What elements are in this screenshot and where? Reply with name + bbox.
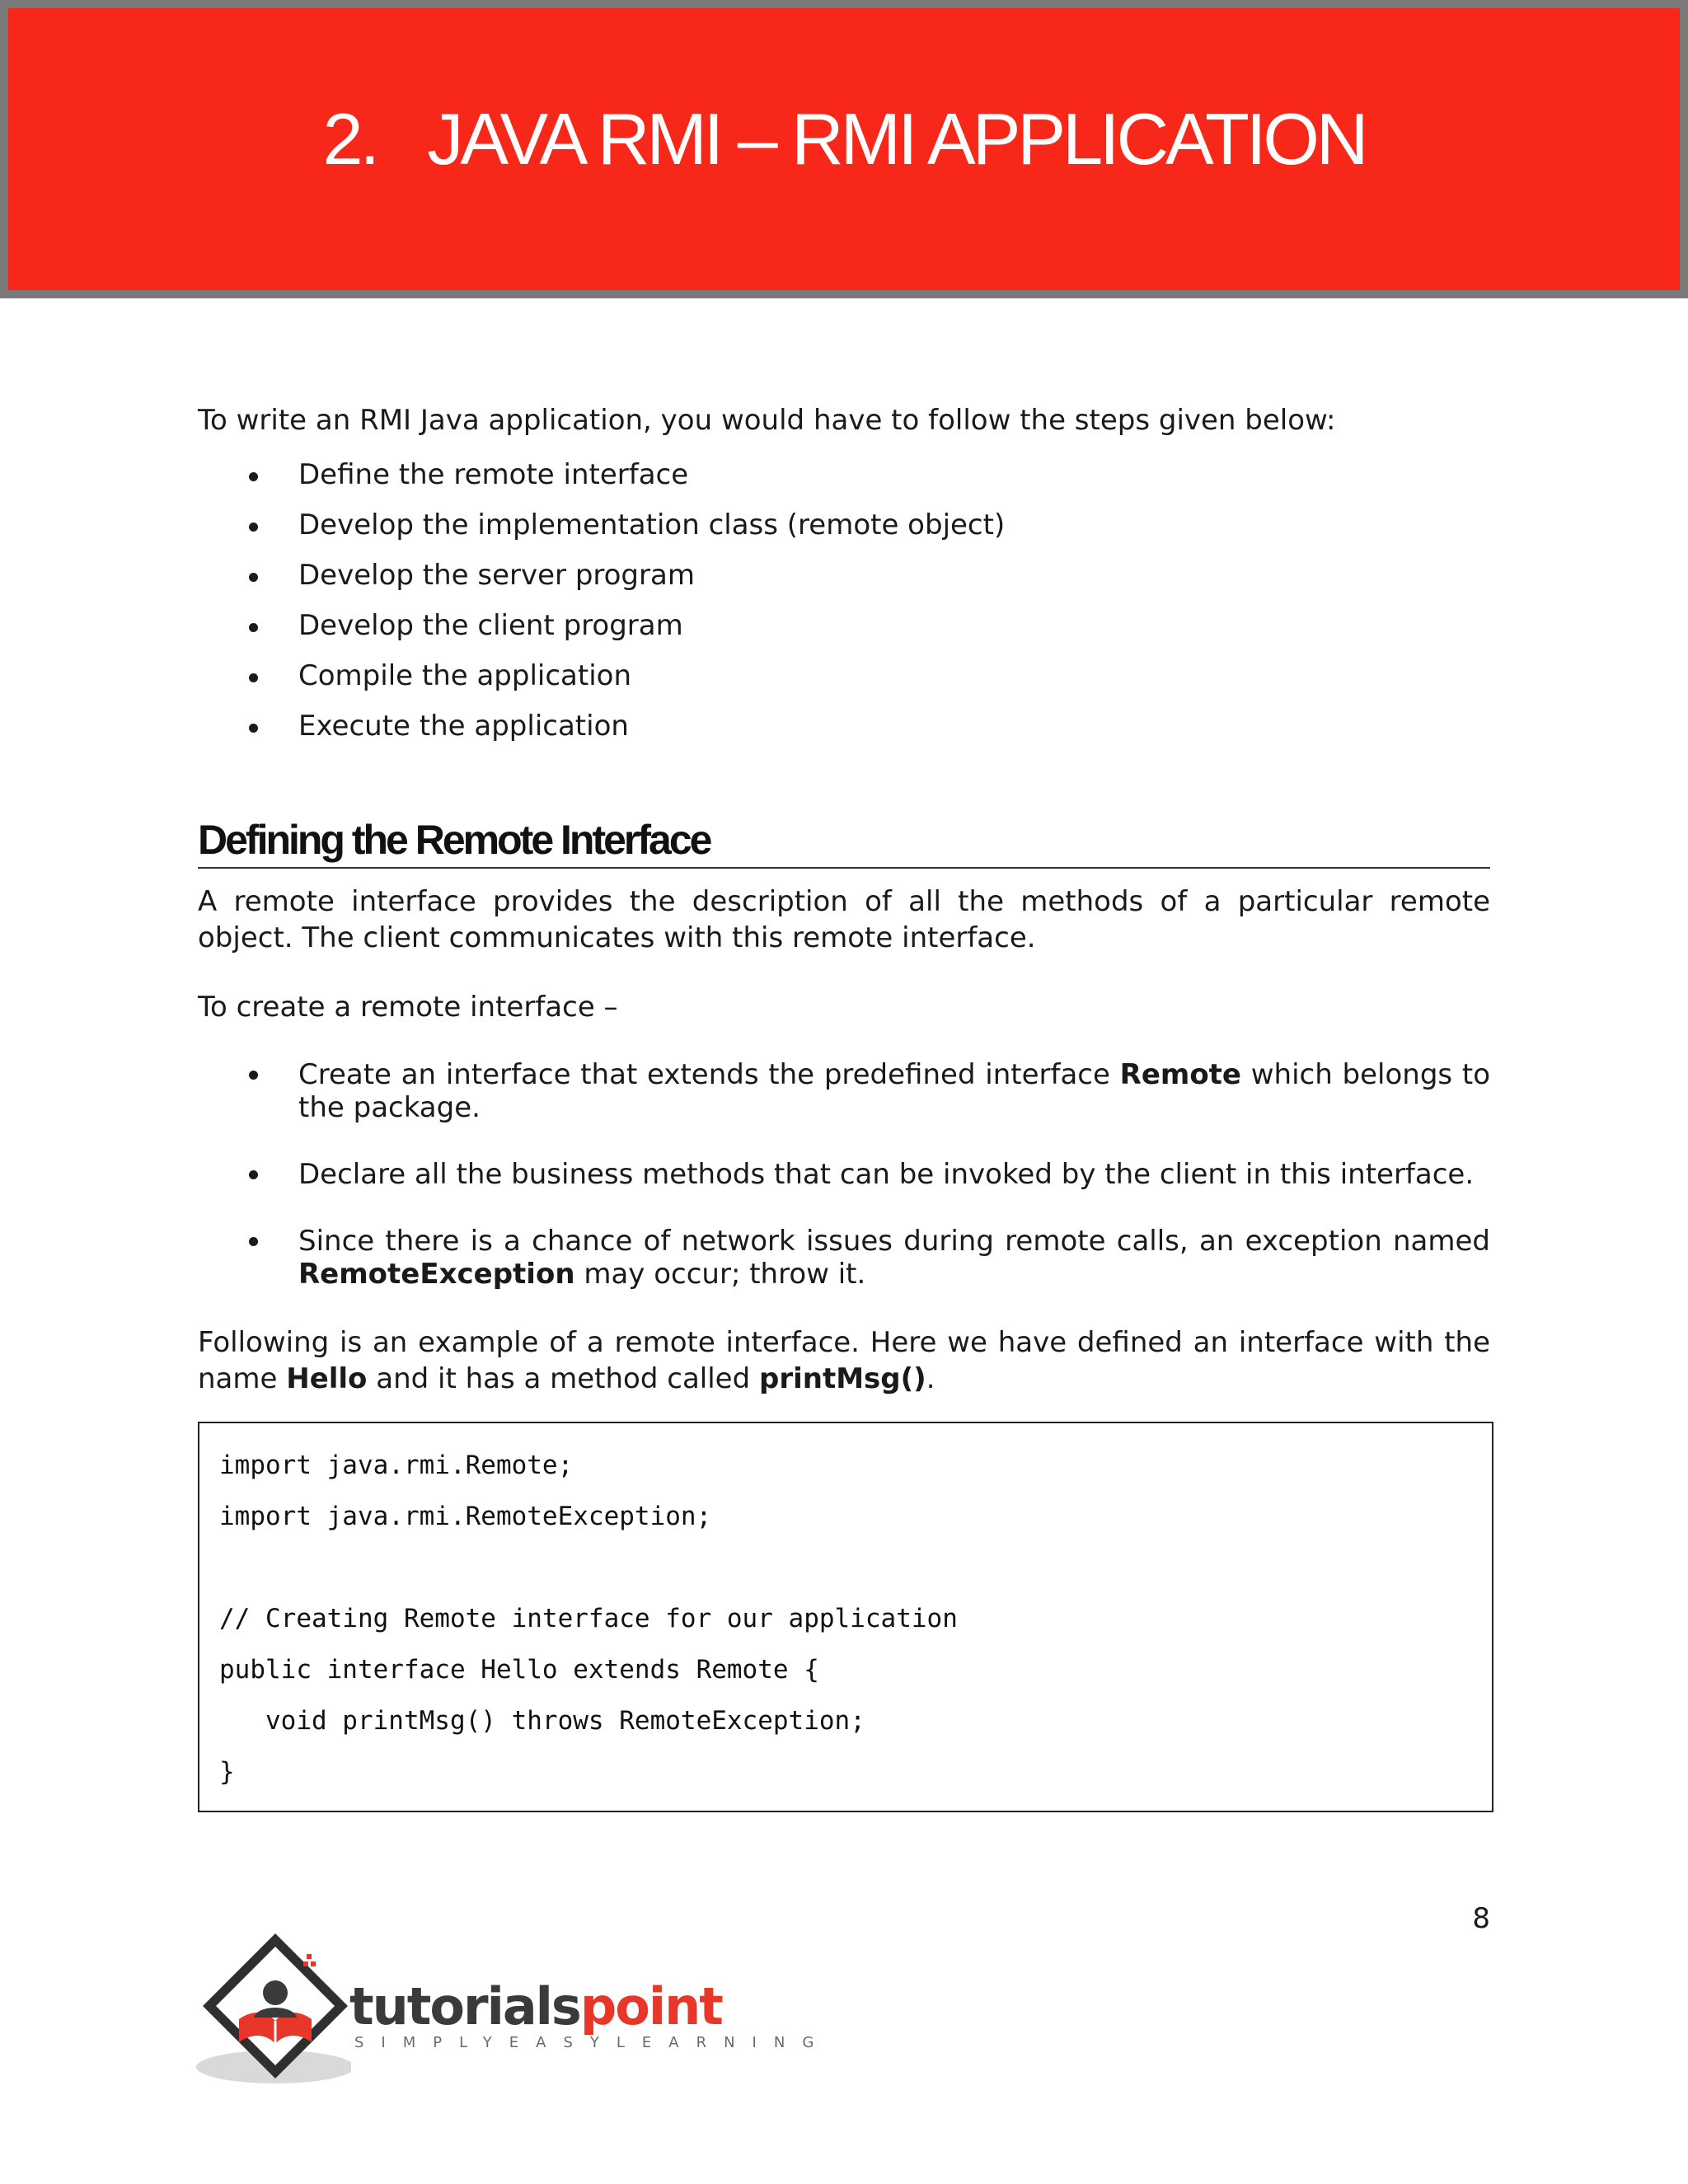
- list-item: [198, 1158, 1490, 1191]
- rule-text: Declare all the business methods that can be invoked by the client in this interface.: [298, 1158, 1475, 1191]
- list-item: Execute the application: [198, 701, 1490, 752]
- list-item: Develop the implementation class (remote object): [198, 500, 1490, 551]
- list-item: Develop the server program: [198, 551, 1490, 601]
- code-block: [198, 1422, 1493, 1812]
- example-paragraph: [198, 1324, 1490, 1397]
- rule-text: may occur; throw it.: [574, 1258, 866, 1291]
- example-keyword: printMsg(): [758, 1362, 926, 1395]
- list-item: [198, 1058, 1490, 1124]
- section-heading: Defining the Remote Interface: [198, 816, 1490, 869]
- rules-list: [198, 1058, 1490, 1291]
- list-item: Develop the client program: [198, 601, 1490, 651]
- code-line: import java.rmi.Remote;: [219, 1451, 574, 1480]
- rule-keyword: Remote: [1119, 1058, 1241, 1091]
- list-item: Define the remote interface: [198, 450, 1490, 500]
- code-line: }: [219, 1757, 235, 1787]
- example-text: Following is an example of a remote interface. Here we have defined an interface with the name: [198, 1326, 1490, 1395]
- rule-text: Create an interface that extends the predefined interface: [298, 1058, 1120, 1091]
- list-item: Compile the application: [198, 651, 1490, 701]
- logo-wordmark-prefix: tutorials: [349, 1976, 580, 2036]
- rule-text: which belongs to the package.: [298, 1058, 1490, 1124]
- page-content: [198, 402, 1490, 1812]
- logo-tagline: SIMPLYEASYLEARNING: [354, 2034, 832, 2051]
- chapter-banner: [0, 0, 1688, 298]
- intro-paragraph: To write an RMI Java application, you would have to follow the steps given below:: [198, 404, 1336, 437]
- example-text: and it has a method called: [367, 1362, 759, 1395]
- create-intro: To create a remote interface –: [198, 991, 618, 1024]
- rule-text: Since there is a chance of network issues during remote calls, an exception named: [298, 1225, 1490, 1258]
- chapter-title: 2. JAVA RMI – RMI APPLICATION: [322, 98, 1366, 180]
- page-number: 8: [1472, 1902, 1490, 1935]
- list-item: [198, 1225, 1490, 1291]
- code-line: public interface Hello extends Remote {: [219, 1655, 819, 1685]
- example-text: .: [926, 1362, 935, 1395]
- logo-emblem-icon: [195, 1929, 351, 2093]
- code-line: [219, 1542, 1472, 1593]
- code-line: import java.rmi.RemoteException;: [219, 1502, 712, 1531]
- section-description: A remote interface provides the description of all the methods of a particular remote object. The client communicates with this remote interface.: [198, 885, 1490, 954]
- rule-keyword: RemoteException: [298, 1258, 575, 1291]
- code-line: void printMsg() throws RemoteException;: [219, 1706, 865, 1736]
- logo-wordmark-suffix: point: [579, 1976, 722, 2036]
- steps-list: [198, 450, 1490, 752]
- example-keyword: Hello: [286, 1362, 368, 1395]
- tutorialspoint-logo: [195, 1929, 832, 2093]
- code-line: // Creating Remote interface for our application: [219, 1604, 958, 1633]
- logo-wordmark: [349, 1978, 722, 2036]
